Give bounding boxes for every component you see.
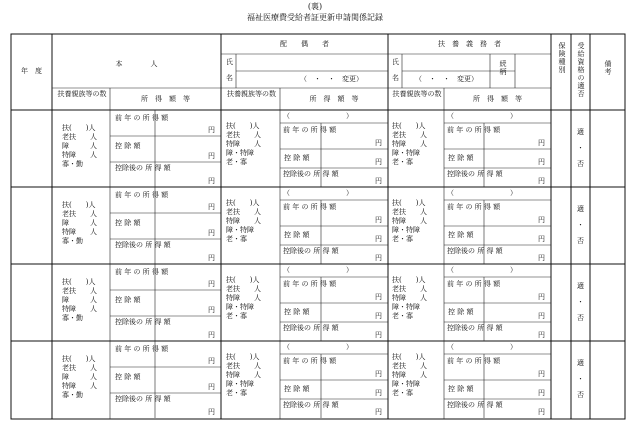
spouse-header: 配 偶 者 xyxy=(280,40,329,48)
spouse-dependents-line: 扶( )人 xyxy=(226,122,260,130)
spouse-name-label-2: 名 xyxy=(226,74,233,82)
supporter-dependents-line: 特障 人 xyxy=(392,217,427,225)
spouse-dependents-line: 老扶 人 xyxy=(226,208,261,216)
spouse-dependents-line: 特障 人 xyxy=(226,294,261,302)
supporter-dependents-line: 扶( )人 xyxy=(392,353,426,361)
self-income-subheader: 所 得 額 等 xyxy=(141,95,190,103)
supporter-dependents-line: 扶( )人 xyxy=(392,122,426,130)
spouse-yen-unit: 円 xyxy=(375,216,382,224)
supporter-yen-unit: 円 xyxy=(538,235,545,243)
spouse-dependents-line: 障・特障 xyxy=(226,226,254,234)
self-deduction-label: 控 除 額 xyxy=(115,296,141,304)
self-dependents-line: 寡・勤 xyxy=(62,314,83,322)
supporter-name-label-2: 名 xyxy=(392,74,399,82)
spouse-after-income-label: 控除後の 所 得 額 xyxy=(283,401,339,409)
supporter-dependents-subheader: 扶養親族等の数 xyxy=(392,90,442,98)
self-yen-unit: 円 xyxy=(208,126,215,134)
self-dependents-line: 老扶 人 xyxy=(62,364,97,372)
spouse-deduction-label: 控 除 額 xyxy=(284,385,310,393)
supporter-prior-income-label: 前 年 の 所 得 額 xyxy=(447,126,501,134)
eligibility-no: 否 xyxy=(577,237,584,245)
supporter-dependents-line: 障・特障 xyxy=(392,149,420,157)
supporter-deduction-label: 控 除 額 xyxy=(448,154,474,162)
self-deduction-label: 控 除 額 xyxy=(115,219,141,227)
self-yen-unit: 円 xyxy=(208,280,215,288)
relation-label: 続柄 xyxy=(499,60,507,76)
eligibility-separator: ・ xyxy=(577,298,584,306)
self-dependents-line: 扶( )人 xyxy=(62,201,96,209)
supporter-dependents-line: 特障 人 xyxy=(392,294,427,302)
self-prior-income-label: 前 年 の 所 得 額 xyxy=(115,268,169,276)
supporter-after-income-label: 控除後の 所 得 額 xyxy=(447,170,503,178)
supporter-yen-unit: 円 xyxy=(538,158,545,166)
spouse-paren-field: （ ） xyxy=(283,343,353,351)
eligibility-no: 否 xyxy=(577,160,584,168)
self-dependents-line: 扶( )人 xyxy=(62,124,96,132)
eligibility-separator: ・ xyxy=(577,375,584,383)
self-yen-unit: 円 xyxy=(208,306,215,314)
spouse-prior-income-label: 前 年 の 所 得 額 xyxy=(283,126,337,134)
supporter-yen-unit: 円 xyxy=(538,389,545,397)
supporter-prior-income-label: 前 年 の 所 得 額 xyxy=(447,203,501,211)
spouse-paren-field: （ ） xyxy=(283,189,353,197)
supporter-header: 扶 養 義 務 者 xyxy=(438,40,501,48)
spouse-paren-field: （ ） xyxy=(283,112,353,120)
self-dependents-line: 老扶 人 xyxy=(62,287,97,295)
spouse-name-label-1: 氏 xyxy=(226,58,233,66)
supporter-dependents-line: 老扶 人 xyxy=(392,285,427,293)
self-dependents-line: 特障 人 xyxy=(62,382,97,390)
supporter-dependents-line: 扶( )人 xyxy=(392,199,426,207)
spouse-dependents-line: 障・特障 xyxy=(226,149,254,157)
supporter-yen-unit: 円 xyxy=(538,254,545,262)
supporter-change-date: （ ・ ・ 変更） xyxy=(415,75,478,83)
spouse-dependents-line: 老扶 人 xyxy=(226,131,261,139)
spouse-yen-unit: 円 xyxy=(375,370,382,378)
spouse-after-income-label: 控除後の 所 得 額 xyxy=(283,324,339,332)
supporter-yen-unit: 円 xyxy=(538,139,545,147)
spouse-yen-unit: 円 xyxy=(375,293,382,301)
supporter-after-income-label: 控除後の 所 得 額 xyxy=(447,401,503,409)
self-deduction-label: 控 除 額 xyxy=(115,373,141,381)
self-after-income-label: 控除後の 所 得 額 xyxy=(115,164,171,172)
spouse-dependents-line: 老・寡 xyxy=(226,235,247,243)
self-dependents-line: 障 人 xyxy=(62,142,97,150)
supporter-deduction-label: 控 除 額 xyxy=(448,308,474,316)
self-dependents-line: 老扶 人 xyxy=(62,210,97,218)
supporter-dependents-line: 老・寡 xyxy=(392,389,413,397)
self-yen-unit: 円 xyxy=(208,177,215,185)
supporter-prior-income-label: 前 年 の 所 得 額 xyxy=(447,280,501,288)
self-yen-unit: 円 xyxy=(208,383,215,391)
self-dependents-line: 障 人 xyxy=(62,296,97,304)
supporter-name-label-1: 氏 xyxy=(392,58,399,66)
self-prior-income-label: 前 年 の 所 得 額 xyxy=(115,345,169,353)
supporter-dependents-line: 障・特障 xyxy=(392,226,420,234)
supporter-yen-unit: 円 xyxy=(538,370,545,378)
spouse-prior-income-label: 前 年 の 所 得 額 xyxy=(283,357,337,365)
self-dependents-line: 寡・勤 xyxy=(62,391,83,399)
spouse-dependents-line: 特障 人 xyxy=(226,371,261,379)
self-yen-unit: 円 xyxy=(208,152,215,160)
supporter-paren-field: （ ） xyxy=(447,343,517,351)
self-dependents-line: 扶( )人 xyxy=(62,278,96,286)
spouse-yen-unit: 円 xyxy=(375,158,382,166)
self-dependents-line: 扶( )人 xyxy=(62,355,96,363)
spouse-dependents-line: 老扶 人 xyxy=(226,362,261,370)
self-yen-unit: 円 xyxy=(208,254,215,262)
self-dependents-line: 特障 人 xyxy=(62,151,97,159)
supporter-dependents-line: 特障 人 xyxy=(392,140,427,148)
supporter-dependents-line: 障・特障 xyxy=(392,303,420,311)
page-title: 福祉医療費受給者証更新申請関係記録 xyxy=(247,13,383,22)
self-after-income-label: 控除後の 所 得 額 xyxy=(115,318,171,326)
remarks-header: 備考 xyxy=(604,60,612,76)
spouse-dependents-line: 特障 人 xyxy=(226,217,261,225)
self-dependents-line: 特障 人 xyxy=(62,228,97,236)
spouse-yen-unit: 円 xyxy=(375,331,382,339)
page-side-label: (裏) xyxy=(307,2,323,11)
spouse-yen-unit: 円 xyxy=(375,235,382,243)
self-dependents-line: 老扶 人 xyxy=(62,133,97,141)
supporter-paren-field: （ ） xyxy=(447,266,517,274)
supporter-dependents-line: 障・特障 xyxy=(392,380,420,388)
eligibility-header: 受給資格の適否 xyxy=(577,42,585,98)
self-prior-income-label: 前 年 の 所 得 額 xyxy=(115,114,169,122)
self-after-income-label: 控除後の 所 得 額 xyxy=(115,241,171,249)
supporter-dependents-line: 老扶 人 xyxy=(392,208,427,216)
spouse-yen-unit: 円 xyxy=(375,389,382,397)
supporter-after-income-label: 控除後の 所 得 額 xyxy=(447,247,503,255)
spouse-dependents-line: 老・寡 xyxy=(226,389,247,397)
spouse-deduction-label: 控 除 額 xyxy=(284,231,310,239)
eligibility-separator: ・ xyxy=(577,144,584,152)
spouse-yen-unit: 円 xyxy=(375,139,382,147)
spouse-dependents-line: 扶( )人 xyxy=(226,276,260,284)
supporter-yen-unit: 円 xyxy=(538,331,545,339)
eligibility-no: 否 xyxy=(577,391,584,399)
supporter-income-subheader: 所 得 額 等 xyxy=(473,95,522,103)
spouse-yen-unit: 円 xyxy=(375,177,382,185)
self-prior-income-label: 前 年 の 所 得 額 xyxy=(115,191,169,199)
spouse-deduction-label: 控 除 額 xyxy=(284,308,310,316)
eligibility-ok: 適 xyxy=(577,282,584,290)
spouse-dependents-line: 障・特障 xyxy=(226,303,254,311)
self-deduction-label: 控 除 額 xyxy=(115,142,141,150)
supporter-dependents-line: 老・寡 xyxy=(392,158,413,166)
supporter-yen-unit: 円 xyxy=(538,293,545,301)
self-yen-unit: 円 xyxy=(208,229,215,237)
supporter-yen-unit: 円 xyxy=(538,312,545,320)
self-dependents-subheader: 扶養親族等の数 xyxy=(57,90,107,98)
spouse-change-date: （ ・ ・ 変更） xyxy=(300,75,363,83)
supporter-yen-unit: 円 xyxy=(538,408,545,416)
spouse-dependents-line: 障・特障 xyxy=(226,380,254,388)
spouse-dependents-line: 老・寡 xyxy=(226,312,247,320)
supporter-dependents-line: 特障 人 xyxy=(392,371,427,379)
eligibility-separator: ・ xyxy=(577,221,584,229)
spouse-dependents-line: 扶( )人 xyxy=(226,199,260,207)
supporter-dependents-line: 老扶 人 xyxy=(392,131,427,139)
supporter-prior-income-label: 前 年 の 所 得 額 xyxy=(447,357,501,365)
year-header: 年 度 xyxy=(21,67,42,75)
supporter-after-income-label: 控除後の 所 得 額 xyxy=(447,324,503,332)
eligibility-ok: 適 xyxy=(577,205,584,213)
spouse-dependents-line: 特障 人 xyxy=(226,140,261,148)
spouse-income-subheader: 所 得 額 等 xyxy=(309,95,359,103)
spouse-yen-unit: 円 xyxy=(375,312,382,320)
self-after-income-label: 控除後の 所 得 額 xyxy=(115,395,171,403)
supporter-deduction-label: 控 除 額 xyxy=(448,385,474,393)
self-dependents-line: 寡・勤 xyxy=(62,160,83,168)
self-dependents-line: 寡・勤 xyxy=(62,237,83,245)
self-yen-unit: 円 xyxy=(208,357,215,365)
spouse-paren-field: （ ） xyxy=(283,266,353,274)
spouse-after-income-label: 控除後の 所 得 額 xyxy=(283,247,339,255)
spouse-dependents-line: 老扶 人 xyxy=(226,285,261,293)
self-yen-unit: 円 xyxy=(208,203,215,211)
supporter-yen-unit: 円 xyxy=(538,216,545,224)
spouse-yen-unit: 円 xyxy=(375,254,382,262)
self-yen-unit: 円 xyxy=(208,408,215,416)
supporter-deduction-label: 控 除 額 xyxy=(448,231,474,239)
spouse-dependents-line: 老・寡 xyxy=(226,158,247,166)
self-dependents-line: 障 人 xyxy=(62,219,97,227)
spouse-dependents-subheader: 扶養親族等の数 xyxy=(227,90,276,98)
eligibility-ok: 適 xyxy=(577,128,584,136)
self-yen-unit: 円 xyxy=(208,331,215,339)
supporter-dependents-line: 老・寡 xyxy=(392,235,413,243)
supporter-dependents-line: 扶( )人 xyxy=(392,276,426,284)
self-header: 本 人 xyxy=(115,60,158,68)
supporter-paren-field: （ ） xyxy=(447,189,517,197)
self-dependents-line: 障 人 xyxy=(62,373,97,381)
insurance-type-header: 保険種別 xyxy=(558,42,566,74)
supporter-dependents-line: 老・寡 xyxy=(392,312,413,320)
eligibility-no: 否 xyxy=(577,314,584,322)
spouse-prior-income-label: 前 年 の 所 得 額 xyxy=(283,203,337,211)
spouse-after-income-label: 控除後の 所 得 額 xyxy=(283,170,339,178)
supporter-paren-field: （ ） xyxy=(447,112,517,120)
eligibility-ok: 適 xyxy=(577,359,584,367)
spouse-dependents-line: 扶( )人 xyxy=(226,353,260,361)
self-dependents-line: 特障 人 xyxy=(62,305,97,313)
spouse-deduction-label: 控 除 額 xyxy=(284,154,310,162)
supporter-yen-unit: 円 xyxy=(538,177,545,185)
spouse-yen-unit: 円 xyxy=(375,408,382,416)
supporter-dependents-line: 老扶 人 xyxy=(392,362,427,370)
spouse-prior-income-label: 前 年 の 所 得 額 xyxy=(283,280,337,288)
